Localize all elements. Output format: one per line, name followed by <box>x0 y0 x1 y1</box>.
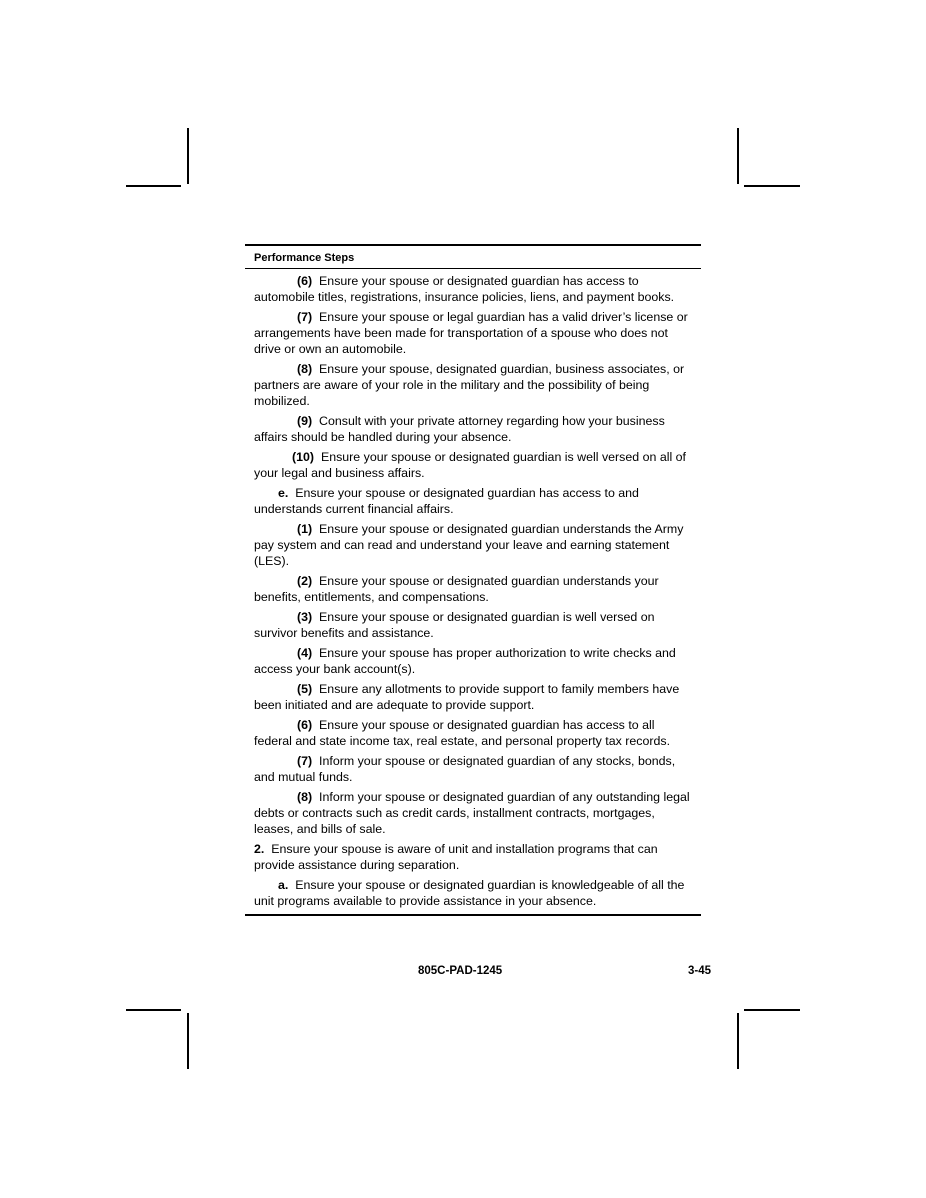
step-text: Ensure your spouse or designated guardian understands the Army pay system and can read and understand your leave and earning statement (LES). <box>254 521 684 568</box>
step-paragraph <box>254 574 693 606</box>
step-number: (7) <box>297 310 313 324</box>
step-paragraph <box>254 522 693 570</box>
step-paragraph <box>254 414 693 446</box>
step-paragraph <box>254 682 693 714</box>
step-number: (6) <box>297 274 313 288</box>
step-paragraph <box>254 450 693 482</box>
crop-mark-top-left-horizontal <box>126 185 181 187</box>
step-text: Inform your spouse or designated guardian of any outstanding legal debts or contracts such as credit cards, installment contracts, mortgages, leases, and bills of sale. <box>254 789 690 836</box>
page-number: 3-45 <box>688 965 712 977</box>
step-number: a. <box>278 877 289 892</box>
bottom-rule <box>245 914 701 916</box>
step-text: Ensure any allotments to provide support to family members have been initiated and are adequate to provide support. <box>254 681 680 712</box>
step-paragraph <box>254 310 693 358</box>
step-number: 2. <box>254 841 265 856</box>
crop-mark-top-right-vertical <box>737 128 739 184</box>
step-paragraph <box>254 610 693 642</box>
step-paragraph <box>254 274 693 306</box>
step-number: (6) <box>297 717 313 732</box>
step-number: e. <box>278 485 289 500</box>
steps-content <box>245 269 701 909</box>
step-text: Ensure your spouse or designated guardian understands your benefits, entitlements, and compensations. <box>254 573 659 604</box>
step-paragraph <box>254 718 693 750</box>
crop-mark-top-right-horizontal <box>744 185 800 187</box>
step-text: Ensure your spouse or designated guardian has access to automobile titles, registrations, insurance policies, liens, and payment books. <box>254 274 675 304</box>
step-number: (9) <box>297 413 313 428</box>
crop-mark-bottom-right-horizontal <box>744 1009 800 1011</box>
step-paragraph <box>254 878 693 910</box>
step-text: Ensure your spouse is aware of unit and installation programs that can provide assistance during separation. <box>254 841 658 872</box>
step-text: Ensure your spouse or designated guardian has access to and understands current financial affairs. <box>254 485 639 516</box>
step-text: Consult with your private attorney regarding how your business affairs should be handled during your absence. <box>254 413 665 444</box>
step-text: Inform your spouse or designated guardian of any stocks, bonds, and mutual funds. <box>254 753 676 784</box>
step-text: Ensure your spouse or designated guardian is well versed on survivor benefits and assistance. <box>254 609 655 640</box>
step-number: (1) <box>297 521 313 536</box>
step-paragraph <box>254 754 693 786</box>
step-number: (2) <box>297 573 313 588</box>
crop-mark-bottom-left-horizontal <box>126 1009 181 1011</box>
document-id: 805C-PAD-1245 <box>418 965 503 977</box>
step-text: Ensure your spouse or designated guardian has access to all federal and state income tax, real estate, and personal property tax records. <box>254 717 671 748</box>
step-number: (5) <box>297 681 313 696</box>
step-text: Ensure your spouse, designated guardian, business associates, or partners are aware of your role in the military and the possibility of being mobilized. <box>254 361 685 408</box>
step-number: (10) <box>292 449 315 464</box>
step-text: Ensure your spouse or designated guardian is well versed on all of your legal and business affairs. <box>254 449 686 480</box>
step-number: (8) <box>297 789 313 804</box>
step-paragraph <box>254 790 693 838</box>
step-number: (3) <box>297 609 313 624</box>
step-text: Ensure your spouse or designated guardian is knowledgeable of all the unit programs available to provide assistance in your absence. <box>254 877 685 908</box>
crop-mark-top-left-vertical <box>187 128 189 184</box>
step-paragraph <box>254 646 693 678</box>
performance-steps-frame <box>245 244 701 916</box>
step-number: (7) <box>297 753 313 768</box>
step-text: Ensure your spouse has proper authorization to write checks and access your bank account(s). <box>254 645 676 676</box>
step-paragraph <box>254 362 693 410</box>
crop-mark-bottom-left-vertical <box>187 1013 189 1069</box>
crop-mark-bottom-right-vertical <box>737 1013 739 1069</box>
step-paragraph <box>254 486 693 518</box>
step-text: Ensure your spouse or legal guardian has a valid driver’s license or arrangements have been made for transportation of a spouse who does not drive or own an automobile. <box>254 310 688 356</box>
step-number: (8) <box>297 361 313 376</box>
step-number: (4) <box>297 645 313 660</box>
section-header: Performance Steps <box>254 252 355 264</box>
step-paragraph <box>254 842 693 874</box>
